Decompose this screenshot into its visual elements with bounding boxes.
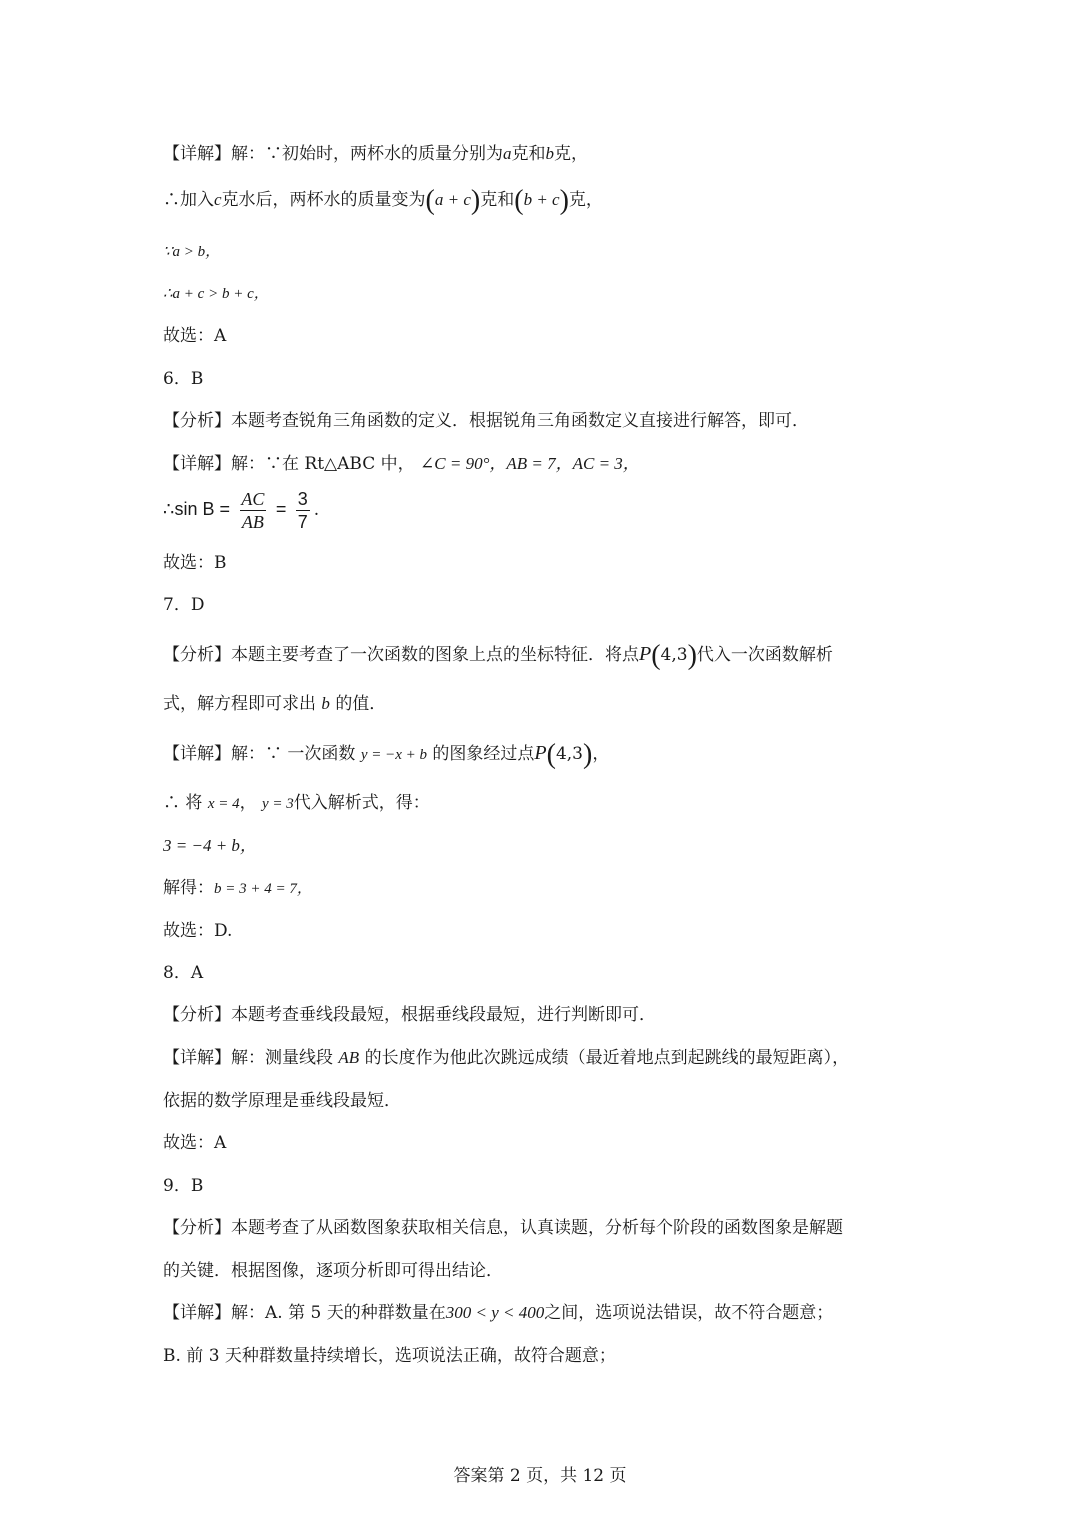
math-expr: y = 3 <box>262 796 294 812</box>
q8-number: 8．A <box>163 963 204 983</box>
text: 的长度作为他此次跳远成绩（最近着地点到起跳线的最短距离）， <box>364 1048 850 1068</box>
q7-detail: 【详解】解：∵ 一次函数 y = −x + b 的图象经过点P(4,3)， <box>163 739 610 770</box>
text: 解得： <box>163 878 214 898</box>
math-var: P <box>534 742 547 764</box>
text: 【详解】解：∵ 一次函数 <box>163 744 356 764</box>
q7-choice: 故选：D. <box>163 921 233 941</box>
q7-equation: 3 = −4 + b， <box>163 836 257 855</box>
math-expr: 4,3 <box>555 744 583 764</box>
q9-option-b: B. 前 3 天种群数量持续增长，选项说法正确，故符合题意； <box>163 1346 616 1366</box>
math-expr: x = 4 <box>207 796 240 812</box>
frac-denominator: 7 <box>297 512 308 532</box>
text: ， <box>239 793 257 813</box>
q5-detail-line2: ∴加入c克水后，两杯水的质量变为(a + c)克和(b + c)克， <box>163 185 603 216</box>
math-expr: 300 < y < 400 <box>445 1303 545 1322</box>
frac-denominator: AB <box>241 512 264 532</box>
q8-detail-line2: 依据的数学原理是垂线段最短． <box>163 1091 401 1111</box>
q7-analysis-line2 <box>163 692 930 716</box>
math-expr: ∠C = 90°，AB = 7，AC = 3， <box>420 454 640 473</box>
text: 【分析】本题主要考查了一次函数的图象上点的坐标特征．将点 <box>163 645 639 665</box>
text: 的图象经过点 <box>432 744 535 764</box>
text: 克， <box>568 190 603 210</box>
q9-number: 9．B <box>163 1176 204 1196</box>
q7-substitute <box>163 791 930 816</box>
q9-analysis-line1: 【分析】本题考查了从函数图象获取相关信息，认真读题，分析每个阶段的函数图象是解题 <box>163 1218 843 1238</box>
math-var: a <box>503 144 512 163</box>
text: 的值． <box>335 694 387 714</box>
text: 代入解析式，得： <box>293 793 430 813</box>
sin-prefix: ∴sin B = <box>163 499 230 519</box>
text: ∴加入 <box>163 190 214 210</box>
math-var: b <box>321 694 330 713</box>
q6-number: 6．B <box>163 369 204 389</box>
q9-detail <box>163 1301 930 1325</box>
q5-line4: ∴a + c > b + c， <box>163 286 269 302</box>
q6-analysis: 【分析】本题考查锐角三角函数的定义．根据锐角三角函数定义直接进行解答，即可． <box>163 411 809 431</box>
math-var: P <box>639 643 652 665</box>
text: ， <box>592 744 610 764</box>
fraction-3-7 <box>296 488 310 533</box>
math-var: c <box>214 190 222 209</box>
q9-analysis-line2: 的关键．根据图像，逐项分析即可得出结论． <box>163 1261 503 1281</box>
frac-numerator: 3 <box>297 489 308 509</box>
q5-line3: ∵a > b， <box>163 244 221 260</box>
text: 克水后，两杯水的质量变为 <box>221 190 426 210</box>
text: 【详解】解：∵初始时，两杯水的质量分别为 <box>163 144 503 164</box>
text: 克和 <box>480 190 515 210</box>
text: . <box>313 500 320 520</box>
q8-detail-line1 <box>163 1046 930 1070</box>
text: 克， <box>554 144 588 164</box>
q5-detail-line1 <box>163 142 930 166</box>
math-var: AB <box>338 1048 360 1067</box>
text: 【详解】解：∵在 Rt△ABC 中， <box>163 454 415 474</box>
text: 式，解方程即可求出 <box>163 694 316 714</box>
text: 【详解】解：A. 第 5 天的种群数量在 <box>163 1303 446 1323</box>
q5-choice: 故选：A <box>163 326 227 346</box>
frac-numerator: AC <box>241 489 265 509</box>
q6-choice: 故选：B <box>163 553 227 573</box>
q6-sin-line <box>163 488 930 533</box>
math-var: b <box>545 144 554 163</box>
math-expr: 4,3 <box>660 645 688 665</box>
text: 之间，选项说法错误，故不符合题意； <box>544 1303 834 1323</box>
q7-number: 7．D <box>163 595 205 615</box>
q7-solve <box>163 876 930 901</box>
page-footer: 答案第 2 页，共 12 页 <box>453 1466 627 1486</box>
q6-detail <box>163 452 930 476</box>
text: 克和 <box>511 144 546 164</box>
text: 代入一次函数解析 <box>696 645 833 665</box>
equals: = <box>275 499 287 519</box>
q8-analysis: 【分析】本题考查垂线段最短，根据垂线段最短，进行判断即可． <box>163 1005 656 1025</box>
math-expr: b = 3 + 4 = 7， <box>214 881 312 897</box>
math-expr: b + c <box>523 190 560 209</box>
fraction-ac-ab <box>239 488 266 533</box>
math-expr: y = −x + b <box>360 747 427 763</box>
text: ∴ 将 <box>163 793 203 813</box>
text: 【详解】解：测量线段 <box>163 1048 333 1068</box>
q8-choice: 故选：A <box>163 1133 227 1153</box>
q7-analysis-line1: 【分析】本题主要考查了一次函数的图象上点的坐标特征．将点P(4,3)代入一次函数解析 <box>163 640 833 671</box>
math-expr: a + c <box>434 190 471 209</box>
